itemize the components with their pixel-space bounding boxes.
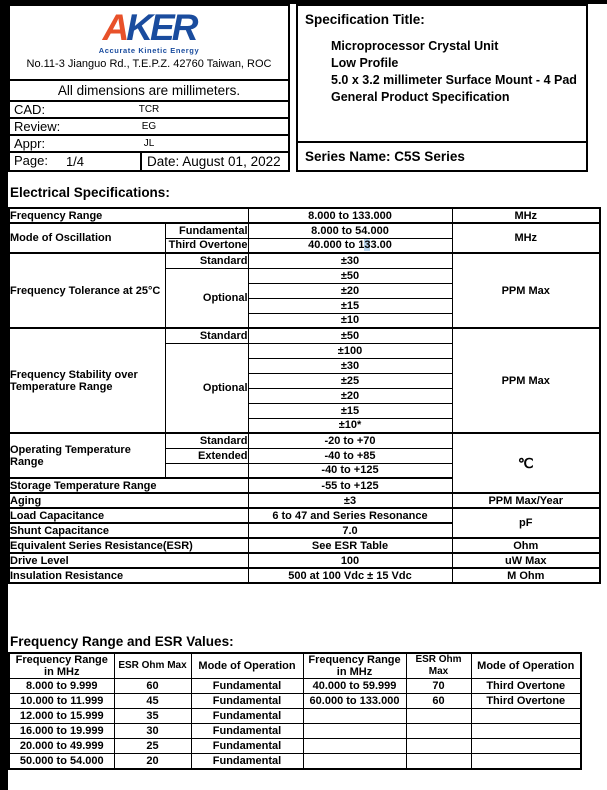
spec-value: ±15 [248,403,452,418]
esr-cell [303,739,406,754]
esr-cell: Fundamental [191,724,303,739]
spec-label: Mode of Oscillation [9,223,165,253]
spec-sublabel: Standard [165,253,248,268]
esr-col-header: Mode of Operation [471,653,581,679]
value-text: 3.00 [370,239,392,252]
esr-cell: 30 [114,724,191,739]
review-value: EG [141,121,157,132]
spec-unit: uW Max [452,553,600,568]
esr-cell [471,739,581,754]
spec-sublabel [165,463,248,478]
spec-value: ±10* [248,418,452,433]
esr-cell [471,724,581,739]
esr-cell: 8.000 to 9.999 [9,679,114,694]
page-number-cell [10,153,142,170]
esr-cell: Third Overtone [471,679,581,694]
cad-row [10,102,288,119]
esr-col-header: Mode of Operation [191,653,303,679]
esr-values-table [8,652,582,770]
spec-sublabel: Fundamental [165,223,248,238]
esr-cell: 12.000 to 15.999 [9,709,114,724]
esr-cell: Fundamental [191,694,303,709]
company-address: No.11-3 Jianguo Rd., T.E.P.Z. 42760 Taiwan, ROC [26,58,272,70]
spec-label: Insulation Resistance [9,568,248,583]
spec-unit: M Ohm [452,568,600,583]
spec-value: ±50 [248,268,452,283]
dimensions-note: All dimensions are millimeters. [10,81,288,102]
table-row [9,328,600,343]
spec-value: ±10 [248,313,452,328]
review-label: Review: [14,119,61,134]
spec-unit: MHz [452,208,600,223]
date-cell: Date: August 01, 2022 [147,154,281,169]
spec-value: ±50 [248,328,452,343]
esr-cell [406,739,471,754]
table-row [9,724,581,739]
spec-unit: ℃ [452,433,600,493]
spec-value: ±20 [248,283,452,298]
spec-value: ±15 [248,298,452,313]
spec-unit: PPM Max [452,253,600,328]
spec-value: ±100 [248,343,452,358]
table-row [9,538,600,553]
esr-cell: Fundamental [191,739,303,754]
spec-label: Shunt Capacitance [9,523,248,538]
page-row [10,153,288,170]
esr-cell: Fundamental [191,679,303,694]
spec-value: ±20 [248,388,452,403]
spec-value: ±25 [248,373,452,388]
series-name: Series Name: C5S Series [298,141,586,170]
table-row [9,694,581,709]
appr-value: JL [143,138,155,149]
esr-cell [406,709,471,724]
spec-title-line: Microprocessor Crystal Unit [331,39,499,53]
logo-letters-ker: KER [126,7,196,48]
table-row [9,493,600,508]
value-text: 40.000 to 1 [308,239,365,252]
esr-col-header: ESR Ohm Max [114,653,191,679]
spec-value: -40 to +125 [248,463,452,478]
spec-value: 8.000 to 133.000 [248,208,452,223]
table-row [9,208,600,223]
spec-unit: MHz [452,223,600,253]
spec-unit: pF [452,508,600,538]
title-block [8,4,290,172]
esr-col-header: Frequency Range in MHz [303,653,406,679]
spec-unit: Ohm [452,538,600,553]
spec-label: Frequency Tolerance at 25°C [9,253,165,328]
page-left-edge [0,0,8,790]
table-row [9,709,581,724]
spec-value: 6 to 47 and Series Resonance [248,508,452,523]
table-row [9,433,600,448]
table-row [9,508,600,523]
spec-value: -20 to +70 [248,433,452,448]
spec-value: 500 at 100 Vdc ± 15 Vdc [248,568,452,583]
spec-value: 7.0 [248,523,452,538]
cad-label: CAD: [14,102,46,117]
esr-cell: 60 [406,694,471,709]
table-row [9,739,581,754]
spec-label: Load Capacitance [9,508,248,523]
esr-cell [303,724,406,739]
appr-row [10,136,288,153]
page-number: 1/4 [65,154,85,169]
spec-sublabel: Standard [165,328,248,343]
spec-value: 8.000 to 54.000 [248,223,452,238]
esr-cell: Fundamental [191,709,303,724]
spec-value [248,238,452,253]
spec-value: ±30 [248,253,452,268]
spec-value: ±3 [248,493,452,508]
spec-title-block [296,4,588,172]
table-row [9,253,600,268]
selected-text-highlight: 3 [364,239,371,252]
table-row [9,754,581,769]
table-row [9,679,581,694]
esr-col-header: Frequency Range in MHz [9,653,114,679]
logo-cell [10,6,288,81]
esr-cell [406,754,471,769]
esr-values-heading: Frequency Range and ESR Values: [10,634,234,649]
table-row [9,223,600,238]
spec-title-lines [331,38,586,106]
spec-label: Drive Level [9,553,248,568]
spec-value: ±30 [248,358,452,373]
aker-logo [10,8,288,50]
spec-sublabel: Optional [165,343,248,433]
esr-cell [303,709,406,724]
esr-cell: 40.000 to 59.999 [303,679,406,694]
esr-cell: 50.000 to 54.000 [9,754,114,769]
esr-cell: 20.000 to 49.999 [9,739,114,754]
esr-cell: Third Overtone [471,694,581,709]
spec-sublabel: Optional [165,268,248,328]
spec-sublabel: Third Overtone [165,238,248,253]
esr-cell [471,709,581,724]
spec-value: 100 [248,553,452,568]
spec-label: Equivalent Series Resistance(ESR) [9,538,248,553]
esr-cell: 25 [114,739,191,754]
table-row [9,553,600,568]
esr-cell: 70 [406,679,471,694]
esr-cell [406,724,471,739]
electrical-specs-heading: Electrical Specifications: [10,185,170,200]
cad-value: TCR [138,104,160,115]
electrical-specifications-table [8,207,601,584]
esr-cell: 20 [114,754,191,769]
table-row [9,568,600,583]
esr-col-header: ESR Ohm Max [406,653,471,679]
appr-label: Appr: [14,136,46,151]
esr-cell: 60 [114,679,191,694]
logo-letter-a: A [102,7,127,48]
spec-label: Frequency Range [9,208,248,223]
esr-cell: 35 [114,709,191,724]
page-label: Page: [14,153,48,168]
spec-value: -55 to +125 [248,478,452,493]
esr-cell [471,754,581,769]
spec-label: Operating Temperature Range [9,433,165,478]
spec-label: Frequency Stability over Temperature Range [9,328,165,433]
spec-title-label: Specification Title: [305,12,425,27]
review-row [10,119,288,136]
spec-value: See ESR Table [248,538,452,553]
spec-sublabel: Extended [165,448,248,463]
esr-cell [303,754,406,769]
esr-cell: Fundamental [191,754,303,769]
spec-sublabel: Standard [165,433,248,448]
esr-header-row [9,653,581,679]
spec-value: -40 to +85 [248,448,452,463]
logo-tagline: Accurate Kinetic Energy [98,46,200,55]
spec-unit: PPM Max [452,328,600,433]
spec-title-line: 5.0 x 3.2 millimeter Surface Mount - 4 Pad [331,73,577,87]
esr-cell: 16.000 to 19.999 [9,724,114,739]
spec-label: Aging [9,493,248,508]
esr-cell: 45 [114,694,191,709]
spec-title-line: Low Profile [331,56,399,70]
spec-title-line: General Product Specification [331,90,510,104]
spec-label: Storage Temperature Range [9,478,248,493]
spec-unit: PPM Max/Year [452,493,600,508]
esr-cell: 10.000 to 11.999 [9,694,114,709]
esr-cell: 60.000 to 133.000 [303,694,406,709]
